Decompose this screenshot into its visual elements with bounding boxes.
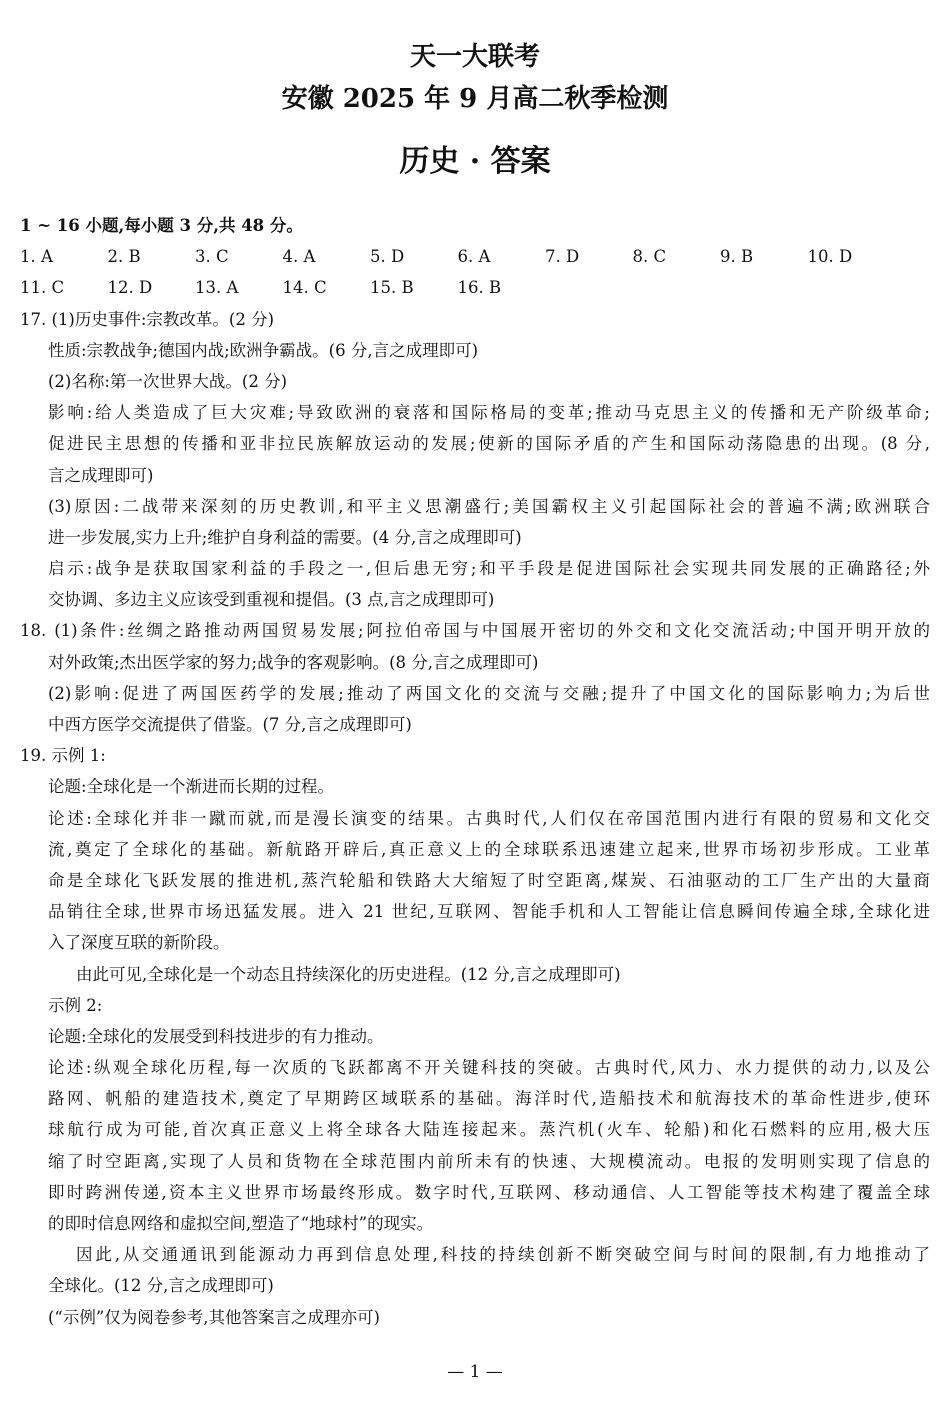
q19-line: 路网、帆船的建造技术,奠定了早期跨区域联系的基础。海洋时代,造船技术和航海技术的革命性进步,使环 [48,1089,930,1109]
q19-line: 球航行成为可能,首次真正意义上将全球各大陆连接起来。蒸汽机(火车、轮船)和化石燃料的应用,极大压 [48,1120,930,1140]
q19-line: 论述:全球化并非一蹴而就,而是漫长演变的结果。古典时代,人们仅在帝国范围内进行有限的贸易和文化交 [48,808,930,828]
q17-line: 进一步发展,实力上升;维护自身利益的需要。(4 分,言之成理即可) [48,527,522,547]
q19-line: 命是全球化飞跃发展的推进机,蒸汽轮船和铁路大大缩短了时空距离,煤炭、石油驱动的工厂生产出的大量商 [48,870,930,890]
q19-line: 论题:全球化的发展受到科技进步的有力推动。 [48,1026,384,1046]
answer-content [20,210,930,1333]
q19-line: 的即时信息网络和虚拟空间,塑造了“地球村”的现实。 [48,1214,434,1233]
q19-line: 论题:全球化是一个渐进而长期的过程。 [48,777,335,797]
q18-line: 18. (1)条件:丝绸之路推动两国贸易发展;阿拉伯帝国与中国展开密切的外交和文化交流活动;中国开明开放的 [20,621,930,641]
q17-line: 言之成理即可) [48,465,154,485]
mc-answer: 1. A [20,247,53,267]
mc-answers-row-1 [20,241,930,272]
q19-line: 品销往全球,世界市场迅猛发展。进入 21 世纪,互联网、智能手机和人工智能让信息瞬间传遍全球,全球化进 [48,902,930,922]
mc-answer: 12. D [107,278,153,298]
q19-line: 流,奠定了全球化的基础。新航路开辟后,真正意义上的全球联系迅速建立起来,世界市场初步形成。工业革 [48,839,930,859]
mc-answer: 4. A [282,247,316,267]
q19-line: 缩了时空距离,实现了人员和货物在全球范围内前所未有的快速、大规模流动。电报的发明则实现了信息的 [48,1151,930,1171]
mc-answer: 16. B [457,278,502,298]
mc-answer: 10. D [807,247,853,267]
mc-answer: 5. D [370,247,405,267]
q18-line: (2)影响:促进了两国医药学的发展;推动了两国文化的交流与交融;提升了中国文化的国际影响力;为后世 [48,683,930,703]
q19-line: 由此可见,全球化是一个动态且持续深化的历史进程。(12 分,言之成理即可) [76,964,621,984]
q19-line: 全球化。(12 分,言之成理即可) [48,1276,274,1296]
q17-line: (3)原因:二战带来深刻的历史教训,和平主义思潮盛行;美国霸权主义引起国际社会的普遍不满;欧洲联合 [48,496,930,516]
q17-line: 促进民主思想的传播和亚非拉民族解放运动的发展;使新的国际矛盾的产生和国际动荡隐患的出现。(8 分, [48,434,930,454]
q17-line: 影响:给人类造成了巨大灾难;导致欧洲的衰落和国际格局的变革;推动马克思主义的传播和无产阶级革命; [48,403,930,423]
mc-answer: 11. C [20,278,65,298]
subject-title: 历史 · 答案 [399,144,551,179]
mc-answer: 13. A [195,278,239,298]
q17-line: 启示:战争是获取国家利益的手段之一,但后患无穷;和平手段是促进国际社会实现共同发展的正确路径;外 [48,559,930,579]
q19-line: 即时跨洲传递,资本主义世界市场最终形成。数字时代,互联网、移动通信、人工智能等技术构建了覆盖全球 [48,1182,930,1202]
mc-answers-row-2 [20,272,930,303]
mc-answer: 8. C [632,247,667,267]
mc-answer: 7. D [545,247,580,267]
mc-heading: 1 ~ 16 小题,每小题 3 分,共 48 分。 [20,216,303,235]
q17-line: 性质:宗教战争;德国内战;欧洲争霸战。(6 分,言之成理即可) [48,340,479,360]
q17-line: 交协调、多边主义应该受到重视和提倡。(3 点,言之成理即可) [48,590,495,610]
q18-line: 中西方医学交流提供了借鉴。(7 分,言之成理即可) [48,715,412,734]
exam-title: 安徽 2025 年 9 月高二秋季检测 [281,84,669,114]
mc-answer: 9. B [720,247,754,267]
q18-line: 对外政策;杰出医学家的努力;战争的客观影响。(8 分,言之成理即可) [48,652,539,672]
q19-line: 19. 示例 1: [20,746,106,766]
page-number: — 1 — [447,1362,503,1382]
mc-answer: 14. C [282,278,327,298]
mc-answer: 15. B [370,278,414,298]
q19-line: 示例 2: [48,995,103,1015]
q19-line: 因此,从交通通讯到能源动力再到信息处理,科技的持续创新不断突破空间与时间的限制,有力地推动了 [76,1245,930,1265]
mc-answer: 2. B [107,247,141,267]
q19-line: 入了深度互联的新阶段。 [48,933,230,953]
q19-note: (“示例”仅为阅卷参考,其他答案言之成理亦可) [48,1307,380,1327]
q17-line: (2)名称:第一次世界大战。(2 分) [48,371,288,391]
q17-line: 17. (1)历史事件:宗教改革。(2 分) [20,309,275,329]
exam-org-title: 天一大联考 [409,42,540,72]
mc-answer: 6. A [457,247,491,267]
q19-line: 论述:纵观全球化历程,每一次质的飞跃都离不开关键科技的突破。古典时代,风力、水力提供的动力,以及公 [48,1058,930,1078]
mc-answer: 3. C [195,247,229,267]
